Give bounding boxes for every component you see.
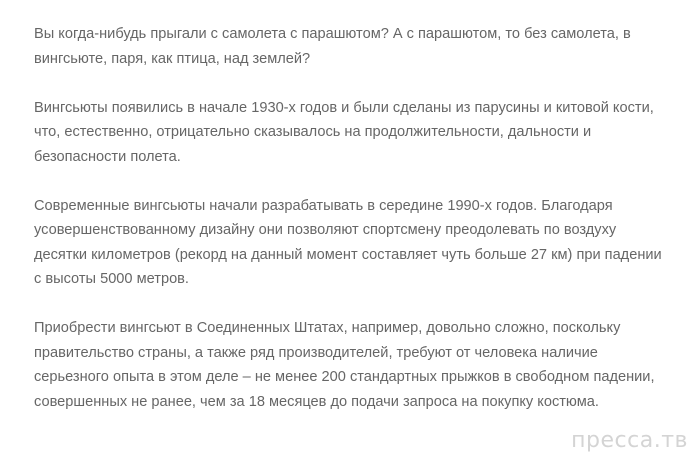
- text-line: Вы когда-нибудь прыгали с самолета с парашютом? А с парашютом, то без самолета, в: [34, 26, 631, 42]
- paragraph-history: [34, 96, 694, 170]
- text-line: безопасности полета.: [34, 148, 181, 165]
- text-line: что, естественно, отрицательно сказывалось на продолжительности, дальности и: [34, 124, 592, 140]
- site-watermark: пресса.тв: [571, 428, 688, 453]
- article-body: [34, 22, 694, 439]
- text-line: Вингсьюты появились в начале 1930-х годов и были сделаны из парусины и китовой кости,: [34, 99, 654, 116]
- paragraph-intro: [34, 22, 694, 71]
- text-line: вингсьюте, паря, как птица, над землей?: [34, 50, 311, 67]
- text-line: с высоты 5000 метров.: [34, 271, 189, 287]
- paragraph-modern: [34, 194, 694, 292]
- text-line: Современные вингсьюты начали разрабатывать в середине 1990-х годов. Благодаря: [34, 197, 613, 214]
- text-line: Приобрести вингсьют в Соединенных Штатах, например, довольно сложно, поскольку: [34, 320, 621, 336]
- text-line: серьезного опыта в этом деле – не менее 200 стандартных прыжков в свободном падении,: [34, 369, 655, 385]
- text-line: правительство страны, а также ряд производителей, требуют от человека наличие: [34, 344, 598, 361]
- text-line: совершенных не ранее, чем за 18 месяцев до подачи запроса на покупку костюма.: [34, 393, 599, 410]
- text-line: десятки километров (рекорд на данный момент составляет чуть больше 27 км) при падении: [34, 246, 662, 263]
- text-line: усовершенствованному дизайну они позволяют спортсмену преодолевать по воздуху: [34, 222, 617, 238]
- paragraph-purchase: [34, 316, 694, 414]
